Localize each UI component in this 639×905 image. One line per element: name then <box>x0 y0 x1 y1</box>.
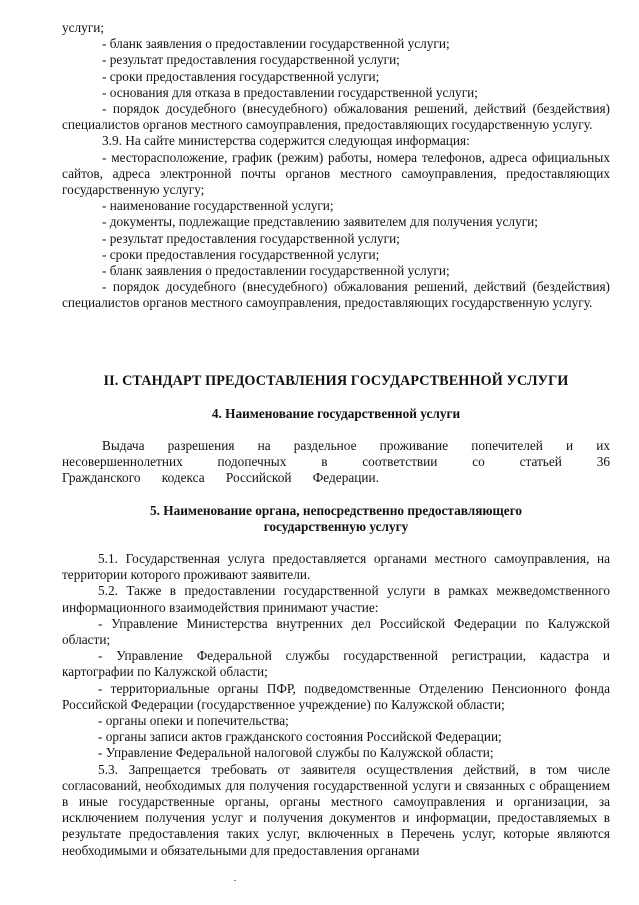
list-item: - Управление Федеральной службы государственной регистрации, кадастра и картографии по Калужской области; <box>62 648 610 680</box>
list-item: - бланк заявления о предоставлении государственной услуги; <box>102 263 450 279</box>
scan-speck <box>234 880 236 881</box>
subsection-5-text <box>62 551 610 859</box>
section-title: II. СТАНДАРТ ПРЕДОСТАВЛЕНИЯ ГОСУДАРСТВЕННОЙ УСЛУГИ <box>103 373 569 389</box>
list-item: - бланк заявления о предоставлении государственной услуги; <box>102 36 450 52</box>
list-item: - сроки предоставления государственной услуги; <box>102 68 380 84</box>
paragraph: Выдача разрешения на раздельное проживание попечителей и их несовершеннолетних подопечных в соответствии со статьей 36 Гражданского кодекса Российской Федерации. <box>62 438 610 486</box>
list-item: - месторасположение, график (режим) работы, номера телефонов, адреса официальных сайтов, адреса электронной почты органов местного самоуправления, предоставляющих государственную услугу; <box>62 149 610 198</box>
list-item: - результат предоставления государственной услуги; <box>102 52 400 68</box>
list-item: - основания для отказа в предоставлении государственной услуги; <box>102 84 478 100</box>
section-2-heading <box>62 373 610 389</box>
subsection-title-line-2: государственную услугу <box>263 519 409 535</box>
list-item: - порядок досудебного (внесудебного) обжалования решений, действий (бездействия) специалистов органов местного самоуправления, предоставляющих государственную услугу. <box>62 101 610 133</box>
list-item: - сроки предоставления государственной услуги; <box>102 246 380 262</box>
list-item: - органы записи актов гражданского состояния Российской Федерации; <box>98 729 502 745</box>
list-item: - территориальные органы ПФР, подведомственные Отделению Пенсионного фонда Российской Федерации (государственное учреждение) по Калужской области; <box>62 680 610 712</box>
paragraph: услуги; <box>62 20 105 35</box>
paragraph: 5.1. Государственная услуга предоставляется органами местного самоуправления, на территории которого проживают заявители. <box>62 551 610 583</box>
list-item: - результат предоставления государственной услуги; <box>102 230 400 246</box>
subsection-title-line-1: 5. Наименование органа, непосредственно предоставляющего <box>149 503 523 518</box>
subsection-5-heading <box>62 503 610 535</box>
list-item: - органы опеки и попечительства; <box>98 713 289 729</box>
subsection-4-text <box>62 438 610 487</box>
list-item: - наименование государственной услуги; <box>102 198 334 214</box>
subsection-title: 4. Наименование государственной услуги <box>211 406 461 421</box>
list-item: - порядок досудебного (внесудебного) обжалования решений, действий (бездействия) специалистов органов местного самоуправления, предоставляющих государственную услугу. <box>62 279 610 311</box>
list-item: - документы, подлежащие представлению заявителем для получения услуги; <box>102 214 538 230</box>
paragraph: 3.9. На сайте министерства содержится следующая информация: <box>102 133 470 149</box>
section-3-continuation <box>62 20 610 312</box>
list-item: - Управление Федеральной налоговой службы по Калужской области; <box>98 745 494 761</box>
paragraph: 5.2. Также в предоставлении государственной услуги в рамках межведомственного информационного взаимодействия принимают участие: <box>62 583 610 615</box>
subsection-4-heading <box>62 406 610 422</box>
paragraph: 5.3. Запрещается требовать от заявителя осуществления действий, в том числе согласований, необходимых для получения государственной услуги и связанных с обращением в иные государственные органы, органы местного самоуправления и организации, за исключением получения услуг и получения документов и информации, предоставляемых в результате предоставления таких услуг, включенных в Перечень услуг, которые являются необходимыми и обязательными для предоставления органами <box>62 761 610 858</box>
list-item: - Управление Министерства внутренних дел Российской Федерации по Калужской области; <box>62 615 610 648</box>
